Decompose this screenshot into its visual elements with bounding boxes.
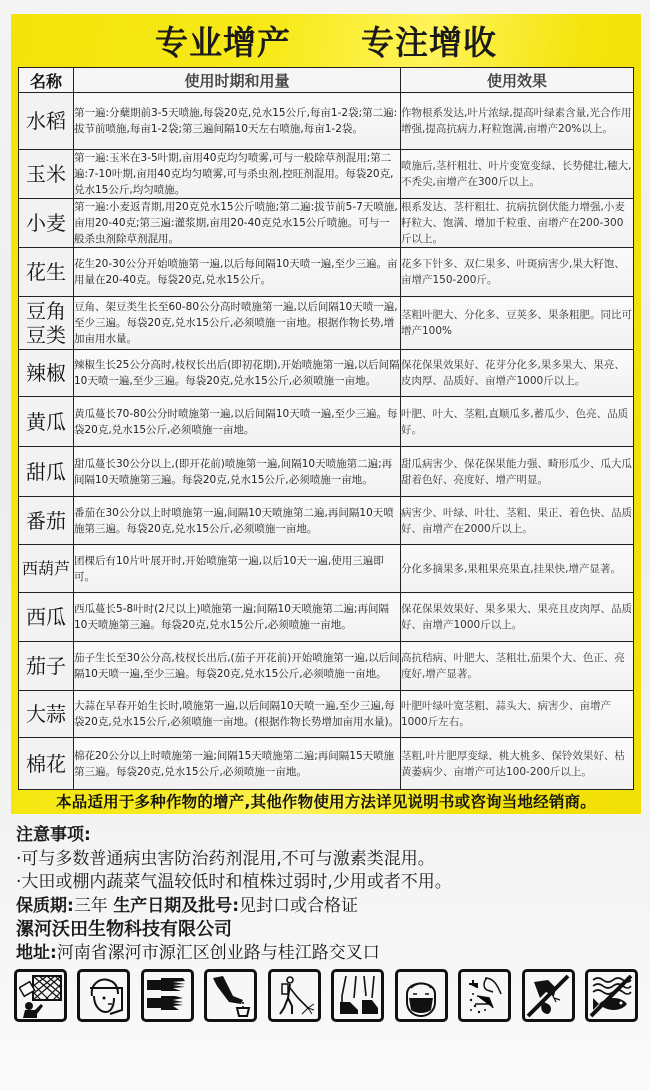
effect-cell: 分化多摘果多,果粗果亮果直,挂果快,增产显著。 [401, 545, 634, 593]
safety-pictograms [14, 969, 638, 1025]
crop-name [19, 297, 74, 350]
effect-cell: 茎粗,叶片肥厚变绿、桃大桃多、保铃效果好、枯黄萎病少、亩增产可达100-200斤以上。 [401, 738, 634, 790]
header-usage: 使用时期和用量 [74, 68, 401, 93]
effect-cell: 根系发达、茎杆粗壮、抗病抗倒伏能力增强,小麦籽粒大、饱满、增加千粒重、亩增产在200-300斤以上。 [401, 199, 634, 248]
table-row [19, 497, 634, 545]
header-name: 名称 [19, 68, 74, 93]
effect-cell: 叶肥、叶大、茎粗,直顺瓜多,蓄瓜少、色亮、品质好。 [401, 397, 634, 447]
table-row [19, 397, 634, 447]
usage-cell: 黄瓜蔓长70-80公分时喷施第一遍,以后间隔10天喷一遍,至少三遍。每袋20克,兑水15公斤,必须喷施一亩地。 [74, 397, 401, 447]
crop-name: 花生 [19, 248, 74, 297]
effect-cell: 花多下针多、双仁果多、叶斑病害少,果大籽饱、亩增产150-200斤。 [401, 248, 634, 297]
crop-name: 棉花 [19, 738, 74, 790]
table-row [19, 691, 634, 738]
harmful-to-fish-icon [585, 969, 638, 1022]
table-row [19, 738, 634, 790]
slogan-right: 专注增收 [361, 22, 497, 62]
face-mask-icon [395, 969, 448, 1022]
usage-cell: 茄子生长至30公分高,枝杈长出后,(茄子开花前)开始喷施第一遍,以后间隔10天喷一遍,至少三遍。每袋20克,兑水15公斤,必须喷施一亩地。 [74, 642, 401, 691]
effect-cell: 甜瓜病害少、保花保果能力强、畸形瓜少、瓜大瓜甜着色好、亮度好、增产明显。 [401, 447, 634, 497]
effect-cell: 病害少、叶绿、叶壮、茎粗、果正、着色快、品质好、亩增产在2000斤以上。 [401, 497, 634, 545]
usage-cell: 第一遍:小麦返青期,用20克兑水15公斤喷施;第二遍:拔节前5-7天喷施,亩用20-40克;第三遍:灌浆期,亩用20-40克兑水15公斤喷施。可与一般杀虫剂除草剂混用。 [74, 199, 401, 248]
crop-name: 辣椒 [19, 350, 74, 397]
shelf-life-label: 保质期: [16, 895, 74, 916]
usage-cell: 甜瓜蔓长30公分以上,(即开花前)喷施第一遍,间隔10天喷施第二遍;再间隔10天喷施第三遍。每袋20克,兑水15公斤,必须喷施一亩地。 [74, 447, 401, 497]
effect-cell: 茎粗叶肥大、分化多、豆荚多、果条粗肥。同比可增产100% [401, 297, 634, 350]
table-row [19, 297, 634, 350]
address-label: 地址: [16, 942, 57, 963]
crop-name: 水稻 [19, 93, 74, 150]
table-row [19, 150, 634, 199]
table-header-row [19, 68, 634, 93]
table-row [19, 447, 634, 497]
batch-value: 见封口或合格证 [239, 895, 359, 916]
table-row [19, 350, 634, 397]
table-row [19, 248, 634, 297]
usage-cell: 豆角、架豆类生长至60-80公分高时喷施第一遍,以后间隔10天喷一遍,至少三遍。每袋20克,兑水15公斤,必须喷施一亩地。根据作物长势,增加亩用水量。 [74, 297, 401, 350]
address-value: 河南省漯河市源汇区创业路与桂江路交叉口 [56, 942, 380, 963]
lock-away-from-children-icon [14, 969, 67, 1022]
usage-cell: 第一遍:分蘖期前3-5天喷施,每袋20克,兑水15公斤,每亩1-2袋;第二遍:拔节前喷施,每亩1-2袋;第三遍间隔10天左右喷施,每亩1-2袋。 [74, 93, 401, 150]
company-name: 漯河沃田生物科技有限公司 [16, 919, 232, 940]
table-row [19, 93, 634, 150]
boots-icon [331, 969, 384, 1022]
shelf-life-value: 三年 [73, 895, 108, 916]
usage-cell: 团棵后有10片叶展开时,开始喷施第一遍,以后10天一遍,使用三遍即可。 [74, 545, 401, 593]
crop-name: 玉米 [19, 150, 74, 199]
crop-name: 西瓜 [19, 593, 74, 642]
crop-name: 甜瓜 [19, 447, 74, 497]
usage-cell: 第一遍:玉米在3-5叶期,亩用40克均匀喷雾,可与一般除草剂混用;第二遍:7-10叶期,亩用40克均匀喷雾,可与杀虫剂,控旺剂混用。每袋20克,兑水15公斤,均匀喷施。 [74, 150, 401, 199]
precaution-item: ·可与多数普通病虫害防治药剂混用,不可与激素类混用。 [16, 848, 435, 869]
yellow-label-panel [11, 14, 641, 814]
usage-note-bar: 本品适用于多种作物的增产,其他作物使用方法详见说明书或咨询当地经销商。 [56, 793, 596, 811]
effect-cell: 作物根系发达,叶片浓绿,提高叶绿素含量,光合作用增强,提高抗病力,籽粒饱满,亩增产20%以上。 [401, 93, 634, 150]
address-line [16, 942, 636, 966]
slogan-left: 专业增产 [155, 22, 291, 62]
dispose-container-icon [204, 969, 257, 1022]
usage-cell: 辣椒生长25公分高时,枝杈长出后(即初花期),开始喷施第一遍,以后间隔10天喷一遍,至少三遍。每袋20克,兑水15公斤,必须喷施一亩地。 [74, 350, 401, 397]
batch-label: 生产日期及批号: [113, 895, 240, 916]
effect-cell: 保花保果效果好、花芽分化多,果多果大、果亮、皮肉厚、品质好、亩增产1000斤以上。 [401, 350, 634, 397]
table-row [19, 593, 634, 642]
spraying-person-icon [268, 969, 321, 1022]
usage-cell: 西瓜蔓长5-8叶时(2尺以上)喷施第一遍;间隔10天喷施第二遍;再间隔10天喷施第三遍。每袋20克,兑水15公斤,必须喷施一亩地。 [74, 593, 401, 642]
wash-after-use-icon [458, 969, 511, 1022]
usage-cell: 棉花20公分以上时喷施第一遍;间隔15天喷施第二遍;再间隔15天喷施第三遍。每袋20克,兑水15公斤,必须喷施一亩地。 [74, 738, 401, 790]
usage-cell: 大蒜在早春开始生长时,喷施第一遍,以后间隔10天喷一遍,至少三遍,每袋20克,兑水15公斤,必须喷施一亩地。(根据作物长势增加亩用水量)。 [74, 691, 401, 738]
effect-cell: 喷施后,茎杆粗壮、叶片变宽变绿、长势健壮,穗大,不秃尖,亩增产在300斤以上。 [401, 150, 634, 199]
crop-name-line: 豆类 [26, 323, 66, 347]
usage-table [18, 67, 634, 790]
usage-cell: 花生20-30公分开始喷施第一遍,以后每间隔10天喷一遍,至少三遍。亩用量在20-40克。每袋20克,兑水15公斤。 [74, 248, 401, 297]
effect-cell: 高抗秸病、叶肥大、茎粗壮,茄果个大、色正、亮度好,增产显著。 [401, 642, 634, 691]
gloves-icon [141, 969, 194, 1022]
crop-name: 西葫芦 [19, 545, 74, 593]
usage-cell: 番茄在30公分以上时喷施第一遍,间隔10天喷施第二遍,再间隔10天喷施第三遍。每袋20克,兑水15公斤,必须喷施一亩地。 [74, 497, 401, 545]
table-row [19, 642, 634, 691]
face-shield-icon [77, 969, 130, 1022]
crop-name: 大蒜 [19, 691, 74, 738]
precautions-title: 注意事项: [16, 825, 91, 845]
crop-name: 小麦 [19, 199, 74, 248]
harmful-to-livestock-icon [522, 969, 575, 1022]
header-effect: 使用效果 [401, 68, 634, 93]
crop-name-line: 豆角 [26, 299, 66, 323]
shelf-life-line [16, 895, 636, 919]
table-row [19, 199, 634, 248]
slogan-banner [11, 14, 641, 66]
table-row [19, 545, 634, 593]
crop-name: 茄子 [19, 642, 74, 691]
precautions-section [16, 824, 636, 965]
precaution-item: ·大田或棚内蔬菜气温较低时和植株过弱时,少用或者不用。 [16, 872, 452, 892]
crop-name: 番茄 [19, 497, 74, 545]
effect-cell: 保花保果效果好、果多果大、果亮且皮肉厚、品质好、亩增产1000斤以上。 [401, 593, 634, 642]
crop-name: 黄瓜 [19, 397, 74, 447]
effect-cell: 叶肥叶绿叶宽茎粗、蒜头大、病害少、亩增产1000斤左右。 [401, 691, 634, 738]
